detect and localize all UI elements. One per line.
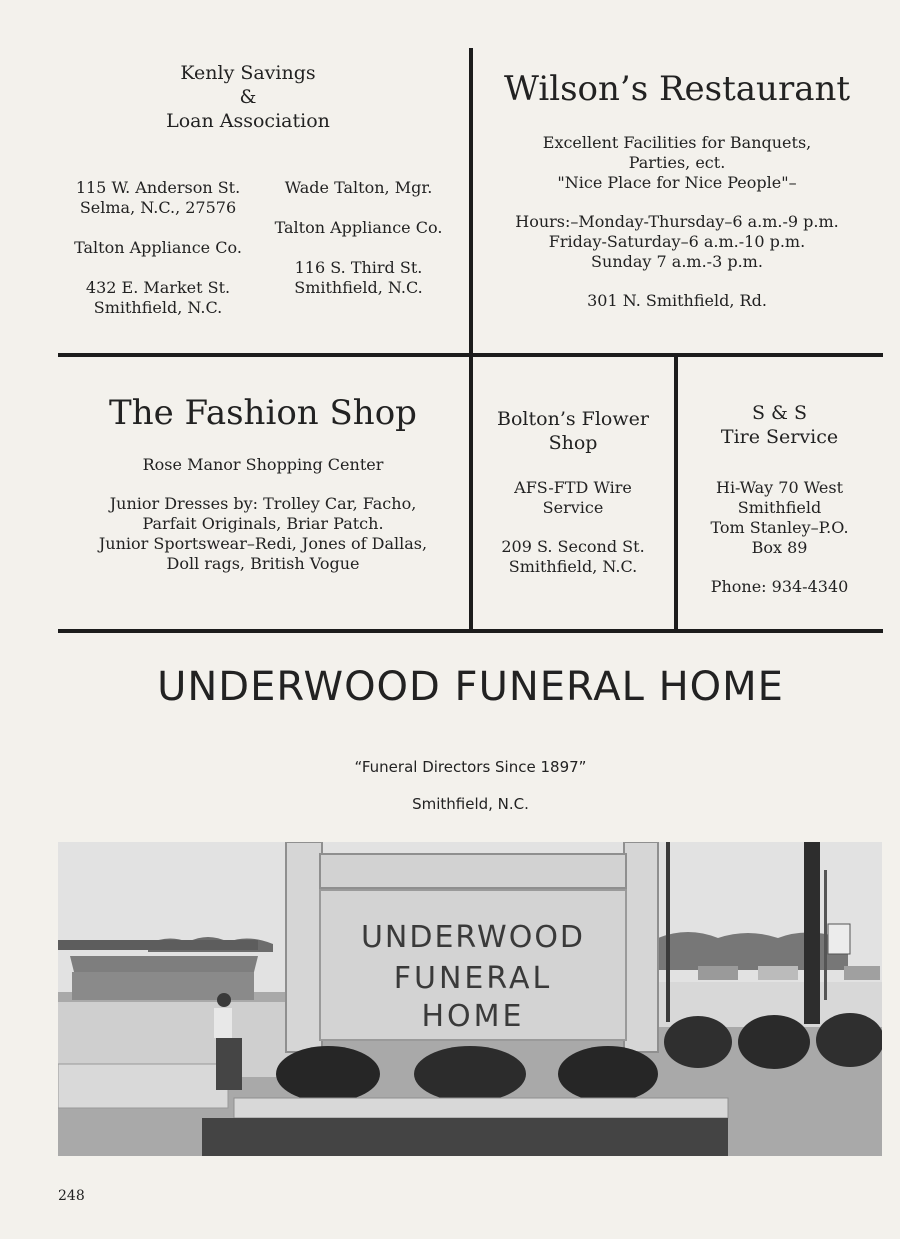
fashion-shop-ad	[58, 392, 468, 574]
kenly-right-address: 116 S. Third St.	[294, 258, 423, 277]
underwood-tagline: “Funeral Directors Since 1897”	[354, 758, 587, 776]
kenly-name-line1: Kenly Savings	[180, 62, 316, 84]
wilsons-line3: "Nice Place for Nice People"–	[557, 172, 797, 192]
bolton-name-line2: Shop	[548, 431, 598, 454]
tire-line3: Tom Stanley–P.O.	[710, 517, 849, 537]
fashion-location: Rose Manor Shopping Center	[142, 454, 384, 474]
tire-line1: Hi-Way 70 West	[715, 477, 843, 497]
tire-name-line2: Tire Service	[720, 425, 839, 448]
kenly-appliance-city: Smithfield, N.C.	[93, 298, 223, 317]
wilsons-line1: Excellent Facilities for Banquets,	[542, 132, 812, 152]
boltons-flower-shop-ad	[473, 408, 673, 577]
kenly-appliance-name: Talton Appliance Co.	[74, 238, 242, 257]
wilsons-title: Wilson’s Restaurant	[503, 69, 851, 109]
wilsons-hours-line1: Hours:–Monday-Thursday–6 a.m.-9 p.m.	[515, 211, 839, 231]
sign-text-line3: HOME	[421, 999, 525, 1034]
vertical-divider-top	[469, 48, 473, 356]
bolton-name-line1: Bolton’s Flower	[497, 408, 649, 430]
page-number: 248	[58, 1188, 85, 1204]
wilsons-restaurant-ad	[476, 68, 878, 311]
tire-name-line1: S & S	[751, 402, 808, 424]
kenly-name-line2: &	[239, 85, 257, 108]
funeral-home-sign-photo	[58, 842, 882, 1156]
kenly-savings-ad	[58, 62, 438, 133]
wilsons-line2: Parties, ect.	[628, 152, 726, 172]
bolton-city: Smithfield, N.C.	[508, 556, 638, 576]
fashion-line1: Junior Dresses by: Trolley Car, Facho,	[109, 493, 417, 513]
wilsons-hours-line2: Friday-Saturday–6 a.m.-10 p.m.	[548, 231, 806, 251]
fashion-line3: Junior Sportswear–Redi, Jones of Dallas,	[98, 533, 428, 553]
photo-illustration	[58, 842, 882, 1156]
fashion-title: The Fashion Shop	[109, 393, 417, 433]
wilsons-address: 301 N. Smithfield, Rd.	[587, 290, 767, 310]
sign-text-line1: UNDERWOOD	[360, 920, 586, 955]
kenly-right-appliance: Talton Appliance Co.	[274, 218, 443, 237]
underwood-funeral-home-ad	[58, 662, 883, 814]
sign-text-line2: FUNERAL	[393, 961, 553, 996]
tire-line4: Box 89	[751, 537, 808, 557]
tire-phone: Phone: 934-4340	[710, 576, 849, 596]
kenly-appliance-address: 432 E. Market St.	[85, 278, 231, 297]
tire-line2: Smithfield	[737, 497, 822, 517]
bolton-line2: Service	[542, 497, 604, 517]
kenly-left-column	[58, 178, 258, 318]
fashion-line4: Doll rags, British Vogue	[166, 553, 360, 573]
fashion-line2: Parfait Originals, Briar Patch.	[142, 513, 384, 533]
kenly-manager: Wade Talton, Mgr.	[284, 178, 433, 197]
kenly-name-line3: Loan Association	[166, 109, 330, 132]
bolton-address: 209 S. Second St.	[501, 536, 645, 556]
bolton-line1: AFS-FTD Wire	[514, 477, 632, 497]
kenly-address-line2: Selma, N.C., 27576	[79, 198, 237, 217]
wilsons-hours-line3: Sunday 7 a.m.-3 p.m.	[591, 251, 763, 271]
ss-tire-service-ad	[678, 402, 881, 597]
kenly-right-city: Smithfield, N.C.	[294, 278, 423, 297]
underwood-title: UNDERWOOD FUNERAL HOME	[157, 664, 784, 710]
kenly-right-column	[266, 178, 451, 298]
kenly-address-line1: 115 W. Anderson St.	[75, 178, 241, 197]
underwood-location: Smithfield, N.C.	[412, 794, 529, 813]
horizontal-divider-bottom	[58, 629, 883, 633]
